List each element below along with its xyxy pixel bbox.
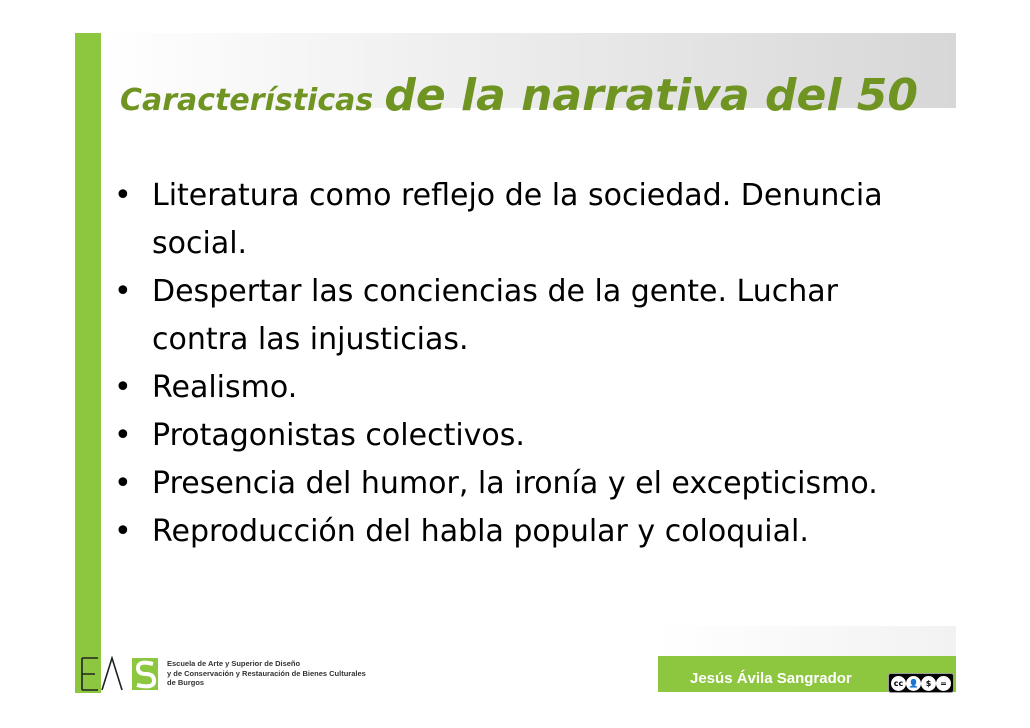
school-name-line1: Escuela de Arte y Superior de Diseño (167, 659, 301, 668)
bullet-item (112, 268, 912, 364)
bullet-dot: • (114, 466, 132, 501)
school-name-line3: de Burgos (167, 678, 205, 687)
eas-logo-letters (82, 658, 122, 690)
school-name (167, 659, 366, 688)
bullet-text: Despertar las conciencias de la gente. Luchar (152, 274, 838, 309)
bullet-text: Protagonistas colectivos. (152, 418, 525, 453)
author-name: Jesús Ávila Sangrador (690, 670, 852, 687)
bullet-list (112, 172, 912, 556)
bullet-dot: • (114, 370, 132, 405)
bullet-dot: • (114, 418, 132, 453)
bullet-text: Reproducción del habla popular y coloquial. (152, 514, 809, 549)
footer-fade-band (658, 626, 956, 656)
bullet-item (112, 412, 912, 460)
nc-icon: $ (921, 676, 936, 691)
bullet-text: Realismo. (152, 370, 298, 405)
bullet-text: Literatura como reflejo de la sociedad. Denuncia (152, 178, 883, 213)
bullet-item (112, 364, 912, 412)
school-logo (80, 656, 160, 692)
nd-icon: = (936, 676, 951, 691)
cc-icon: cc (891, 676, 906, 691)
slide-title-part1: Características (120, 83, 374, 118)
cc-license-badge[interactable] (888, 673, 954, 693)
bullet-dot: • (114, 178, 132, 213)
bullet-item (112, 508, 912, 556)
slide-title-part2: de la narrativa del 50 (384, 70, 918, 121)
by-icon: 👤 (906, 676, 921, 691)
bullet-dot: • (114, 514, 132, 549)
bullet-text: Presencia del humor, la ironía y el excepticismo. (152, 466, 878, 501)
bullet-dot: • (114, 274, 132, 309)
bullet-text-continued: contra las injusticias. (152, 322, 469, 357)
bullet-item (112, 460, 912, 508)
bullet-text-continued: social. (152, 226, 248, 261)
school-name-line2: y de Conservación y Restauración de Bienes Culturales (167, 668, 366, 678)
bullet-item (112, 172, 912, 268)
slide-title (120, 70, 918, 121)
left-accent-bar (75, 33, 101, 693)
